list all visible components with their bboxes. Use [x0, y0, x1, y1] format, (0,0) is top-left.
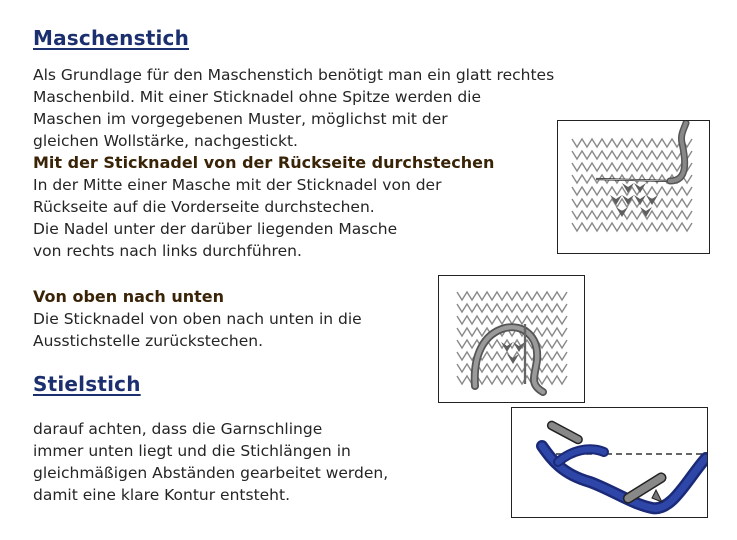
- intro-line: Maschen im vorgegebenen Muster, möglichst mit der: [33, 110, 448, 128]
- heading-stielstich: Stielstich: [33, 372, 141, 396]
- intro-line: Maschenbild. Mit einer Sticknadel ohne Spitze werden die: [33, 88, 482, 106]
- step2-title: Von oben nach unten: [33, 287, 225, 306]
- step2-line: Die Sticknadel von oben nach unten in die: [33, 310, 362, 328]
- stielstich-line: damit eine klare Kontur entsteht.: [33, 486, 291, 504]
- knit-stitch-top-down-illustration: [438, 275, 585, 403]
- intro-paragraph: [33, 64, 554, 262]
- step2-line: Ausstichstelle zurückstechen.: [33, 332, 264, 350]
- step1-line: In der Mitte einer Masche mit der Sticknadel von der: [33, 176, 442, 194]
- knit-needle-illustration: [557, 120, 710, 254]
- stem-stitch-icon: [512, 408, 707, 517]
- intro-line: Als Grundlage für den Maschenstich benötigt man ein glatt rechtes: [33, 66, 555, 84]
- stielstich-line: darauf achten, dass die Garnschlinge: [33, 420, 323, 438]
- knit-stitch-top-down-icon: [439, 276, 584, 402]
- stem-stitch-illustration: [511, 407, 708, 518]
- step1-line: Die Nadel unter der darüber liegenden Masche: [33, 220, 398, 238]
- knit-needle-icon: [558, 121, 709, 253]
- step1-line: Rückseite auf die Vorderseite durchstechen.: [33, 198, 375, 216]
- stielstich-line: immer unten liegt und die Stichlängen in: [33, 442, 351, 460]
- step1-line: von rechts nach links durchführen.: [33, 242, 302, 260]
- step2-paragraph: [33, 286, 362, 352]
- stielstich-paragraph: [33, 418, 388, 506]
- step1-title: Mit der Sticknadel von der Rückseite durchstechen: [33, 153, 495, 172]
- stielstich-line: gleichmäßigen Abständen gearbeitet werden,: [33, 464, 389, 482]
- intro-line: gleichen Wollstärke, nachgestickt.: [33, 132, 298, 150]
- heading-maschenstich: Maschenstich: [33, 26, 190, 50]
